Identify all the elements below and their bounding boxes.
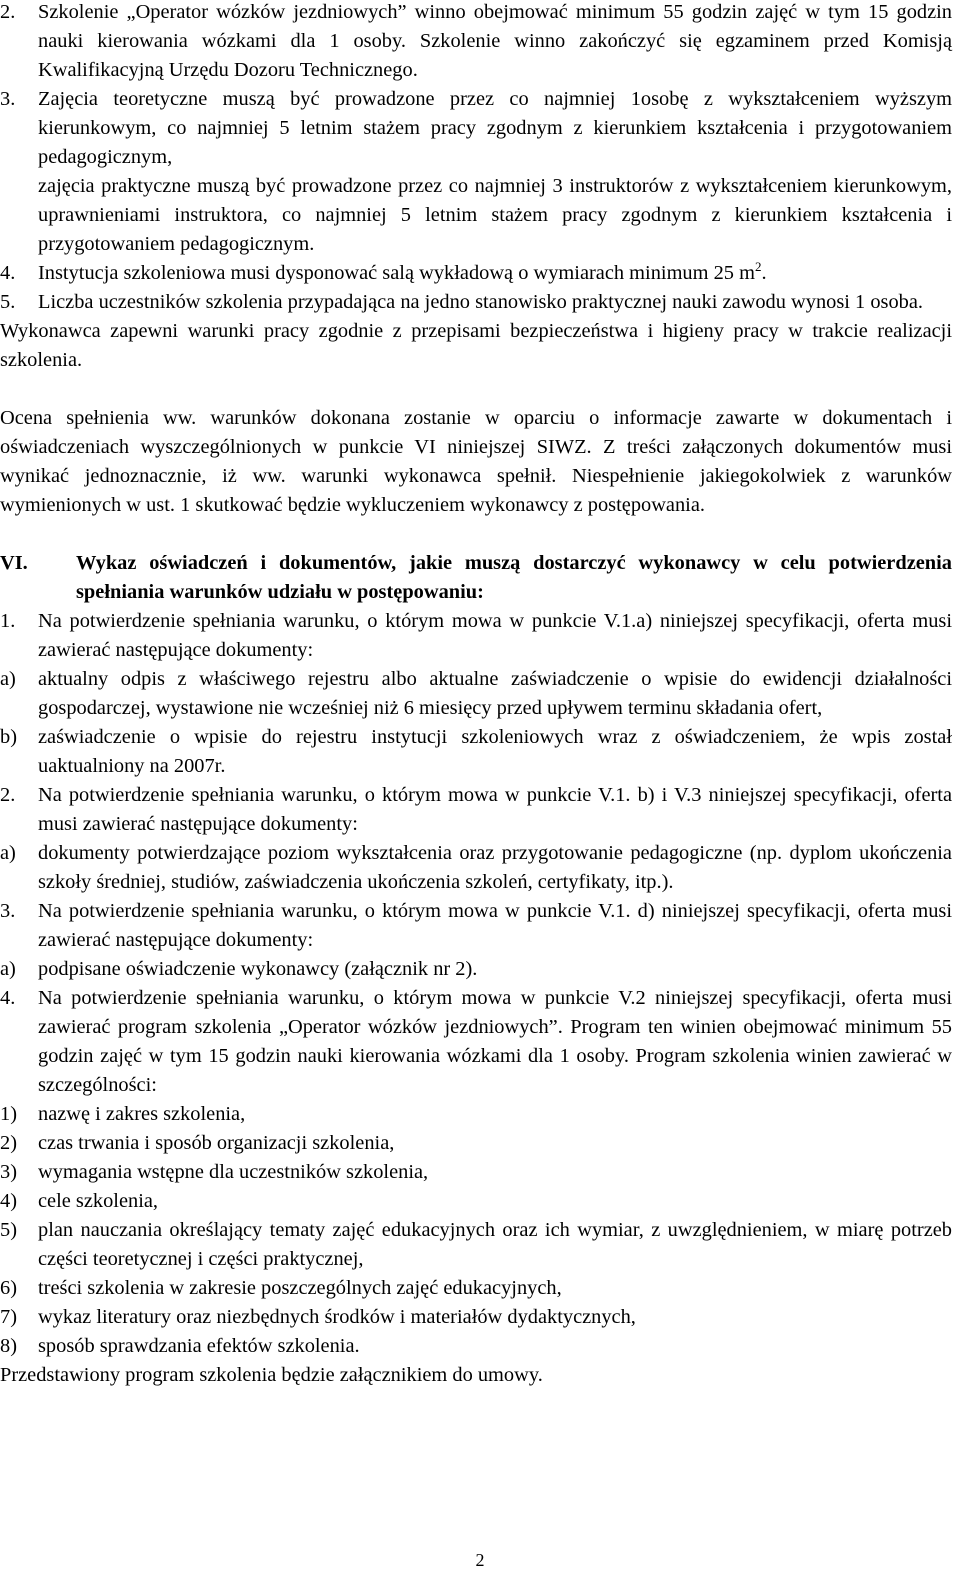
list-item-text — [38, 984, 952, 1100]
list-item-text-part: czas trwania i sposób organizacji szkolenia, — [38, 1132, 395, 1154]
list-item-text-part: Na potwierdzenie spełniania warunku, o którym mowa w punkcie V.2 niniejszej specyfikacji, oferta musi zawierać program szkolenia „Operator wózków jezdniowych”. Program ten winien obejmować minimum 55 godzin zajęć w tym 15 godzin nauki kierowania wózkami dla 1 osoby. Program szkolenia winien zawierać w szczególności: — [38, 987, 952, 1096]
list-item — [0, 839, 952, 897]
list-item-text-part: Szkolenie „Operator wózków jezdniowych” winno obejmować minimum 55 godzin zajęć w tym 15 godzin nauki kierowania wózkami dla 1 osoby. Szkolenie winno zakończyć się egzaminem przed Komisją Kwalifikacyjną Urzędu Dozoru Technicznego. — [38, 1, 952, 81]
list-item-text-part: sposób sprawdzania efektów szkolenia. — [38, 1335, 360, 1357]
list-item-text-part: dokumenty potwierdzające poziom wykształcenia oraz przygotowanie pedagogiczne (np. dyplom ukończenia szkoły średniej, studiów, zaświadczenia ukończenia szkoleń, certyfikaty, itp.). — [38, 842, 952, 893]
list-marker: b) — [0, 726, 17, 748]
list-item-text — [38, 1332, 952, 1361]
list-marker: 2. — [0, 1, 16, 23]
list-item-text — [38, 839, 952, 897]
list-item-text — [38, 259, 952, 288]
list-item-text — [38, 1129, 952, 1158]
list-item — [0, 1332, 952, 1361]
list-item — [0, 1100, 952, 1129]
list-item-text-tail: . — [761, 262, 767, 284]
list-item-text-part: wymagania wstępne dla uczestników szkolenia, — [38, 1161, 429, 1183]
list-item — [0, 781, 952, 839]
list-item-text-part: cele szkolenia, — [38, 1190, 159, 1212]
list-marker: 3. — [0, 88, 16, 110]
list-item-text — [38, 1100, 952, 1129]
list-item-text-part: podpisane oświadczenie wykonawcy (załącznik nr 2). — [38, 958, 478, 980]
list-item-text-part: zajęcia praktyczne muszą być prowadzone przez co najmniej 3 instruktorów z wykształceniem kierunkowym, uprawnieniami instruktora, co najmniej 5 letnim stażem pracy zgodnym z kierunkiem kształcenia i przygotowaniem pedagogicznym. — [38, 175, 952, 255]
list-item-text — [38, 955, 952, 984]
list-marker: 5. — [0, 291, 16, 313]
list-item-text — [38, 665, 952, 723]
list-item — [0, 897, 952, 955]
list-item-text-part: Na potwierdzenie spełniania warunku, o którym mowa w punkcie V.1. d) niniejszej specyfikacji, oferta musi zawierać następujące dokumenty: — [38, 900, 952, 951]
list-item-text — [38, 1303, 952, 1332]
list-item-text-part: Na potwierdzenie spełniania warunku, o którym mowa w punkcie V.1. b) i V.3 niniejszej specyfikacji, oferta musi zawierać następujące dokumenty: — [38, 784, 952, 835]
blank-line — [0, 520, 952, 549]
list-item-text — [38, 723, 952, 781]
list-item-text-part: Instytucja szkoleniowa musi dysponować salą wykładową o wymiarach minimum 25 m — [38, 262, 755, 284]
blank-line — [0, 375, 952, 404]
section-number: VI. — [0, 552, 28, 574]
list-item-text-part: Liczba uczestników szkolenia przypadająca na jedno stanowisko praktycznej nauki zawodu wynosi 1 osoba. — [38, 291, 924, 313]
list-item-text — [38, 607, 952, 665]
list-item — [0, 259, 952, 288]
list-item-text-part: nazwę i zakres szkolenia, — [38, 1103, 246, 1125]
list-marker: 1. — [0, 610, 16, 632]
list-item — [0, 288, 952, 317]
list-item-text-part: treści szkolenia w zakresie poszczególnych zajęć edukacyjnych, — [38, 1277, 562, 1299]
list-item-text — [38, 0, 952, 85]
list-item — [0, 0, 952, 85]
superscript: 2 — [754, 259, 762, 275]
paragraph: Ocena spełnienia ww. warunków dokonana zostanie w oparciu o informacje zawarte w dokumentach i oświadczeniach wyszczególnionych w punkcie VI niniejszej SIWZ. Z treści załączonych dokumentów musi wynikać jednoznacznie, iż ww. warunki wykonawca spełnił. Niespełnienie jakiegokolwiek z warunków wymienionych w ust. 1 skutkować będzie wykluczeniem wykonawcy z postępowania. — [0, 407, 952, 516]
list-item — [0, 1129, 952, 1158]
page-number: 2 — [475, 1550, 485, 1570]
list-item-text-part: Zajęcia teoretyczne muszą być prowadzone przez co najmniej 1osobę z wykształceniem wyższym kierunkowym, co najmniej 5 letnim stażem pracy zgodnym z kierunkiem kształcenia i przygotowaniem pedagogicznym, — [38, 88, 952, 168]
list-marker: 2) — [0, 1132, 17, 1154]
section-heading — [0, 549, 952, 607]
list-item — [0, 1187, 952, 1216]
list-marker: 6) — [0, 1277, 17, 1299]
list-marker: 3) — [0, 1161, 17, 1183]
list-item-text-part: Na potwierdzenie spełniania warunku, o którym mowa w punkcie V.1.a) niniejszej specyfikacji, oferta musi zawierać następujące dokumenty: — [38, 610, 952, 661]
list-item-text-part: zaświadczenie o wpisie do rejestru instytucji szkoleniowych wraz z oświadczeniem, że wpis został uaktualniony na 2007r. — [38, 726, 952, 777]
list-item — [0, 1303, 952, 1332]
section-title: Wykaz oświadczeń i dokumentów, jakie muszą dostarczyć wykonawcy w celu potwierdzenia spełniania warunków udziału w postępowaniu: — [76, 552, 952, 603]
list-item — [0, 1274, 952, 1303]
list-marker: a) — [0, 668, 16, 690]
list-item-text — [38, 288, 952, 317]
list-marker: 4. — [0, 262, 16, 284]
list-marker: 7) — [0, 1306, 17, 1328]
list-item — [0, 984, 952, 1100]
list-item — [0, 1216, 952, 1274]
paragraph: Wykonawca zapewni warunki pracy zgodnie z przepisami bezpieczeństwa i higieny pracy w trakcie realizacji szkolenia. — [0, 320, 952, 371]
list-marker: 1) — [0, 1103, 17, 1125]
list-marker: a) — [0, 958, 16, 980]
list-item-text — [38, 85, 952, 259]
list-item — [0, 723, 952, 781]
list-item-text — [38, 1274, 952, 1303]
list-marker: 8) — [0, 1335, 17, 1357]
list-item-text — [38, 897, 952, 955]
list-item-text — [38, 1216, 952, 1274]
list-item — [0, 1158, 952, 1187]
list-marker: 4) — [0, 1190, 17, 1212]
list-item-text — [38, 1158, 952, 1187]
list-item-text-part: aktualny odpis z właściwego rejestru albo aktualne zaświadczenie o wpisie do ewidencji działalności gospodarczej, wystawione nie wcześniej niż 6 miesięcy przed upływem terminu składania ofert, — [38, 668, 952, 719]
list-item-text-part: plan nauczania określający tematy zajęć edukacyjnych oraz ich wymiar, z uwzględnieniem, w miarę potrzeb części teoretycznej i części praktycznej, — [38, 1219, 952, 1270]
list-marker: 2. — [0, 784, 16, 806]
list-item-text — [38, 781, 952, 839]
list-item-text — [38, 1187, 952, 1216]
list-item-text-part: wykaz literatury oraz niezbędnych środków i materiałów dydaktycznych, — [38, 1306, 636, 1328]
list-marker: 3. — [0, 900, 16, 922]
list-marker: 4. — [0, 987, 16, 1009]
list-item — [0, 85, 952, 259]
list-item — [0, 607, 952, 665]
paragraph: Przedstawiony program szkolenia będzie załącznikiem do umowy. — [0, 1364, 543, 1386]
list-marker: a) — [0, 842, 16, 864]
list-item — [0, 665, 952, 723]
list-item — [0, 955, 952, 984]
list-marker: 5) — [0, 1219, 17, 1241]
